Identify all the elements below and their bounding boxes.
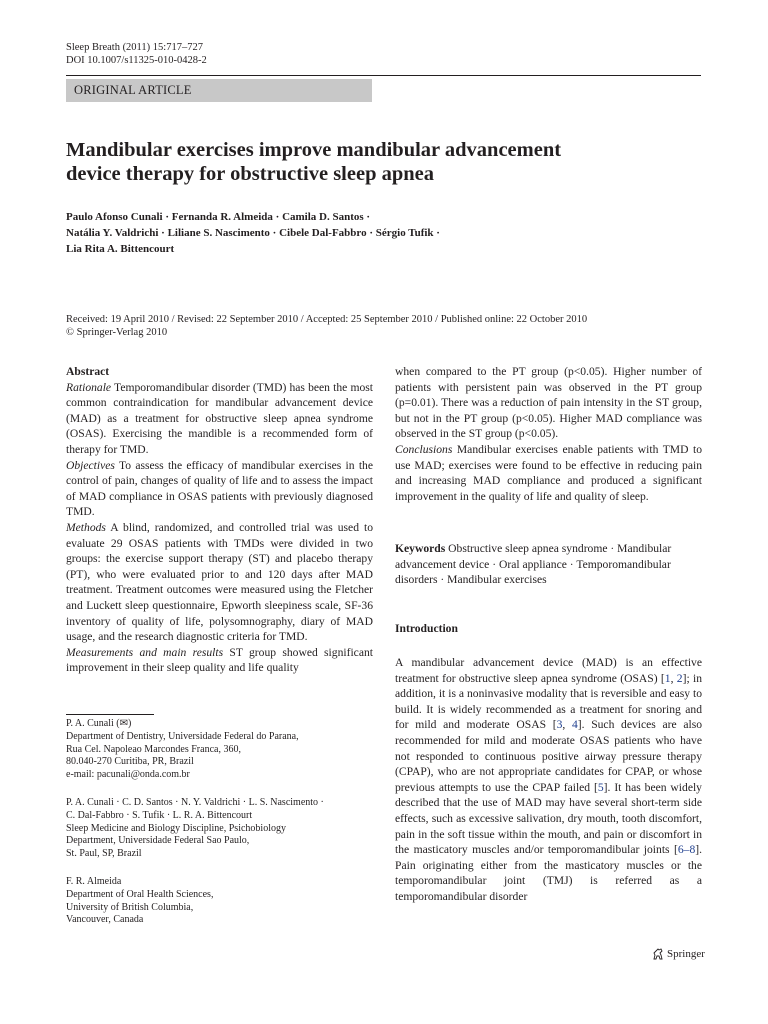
abstract-methods [66, 520, 373, 645]
methods-text: A blind, randomized, and controlled trial was used to evaluate 29 OSAS patients with TMDs were divided in two groups: the exercise support therapy (ST) and placebo therapy (PT), who were evaluated prior to and 120 days after MAD treatment. Treatment outcomes were measured using the Fletcher and Luckett sleep questionnaire, Epworth sleepiness scale, SF-36 inventory of quality of life, polysomnography, diary of MAD usage, and the research diagnostic criteria for TMD. [66, 520, 373, 644]
results-text: ST group showed significant improvement in their sleep quality and life quality [66, 645, 373, 675]
journal-info [66, 41, 366, 67]
affil-line: 80.040-270 Curitiba, PR, Brazil [66, 756, 194, 768]
affil-line: Rua Cel. Napoleao Marcondes Franca, 360, [66, 743, 241, 755]
journal-citation: Sleep Breath (2011) 15:717–727 [66, 42, 203, 53]
abstract-conclusions [395, 442, 702, 504]
citation-link[interactable]: 3 [556, 718, 563, 732]
affil-line: Department of Oral Health Sciences, [66, 888, 214, 900]
citation-link[interactable]: 1 [664, 671, 671, 685]
objectives-text: To assess the efficacy of mandibular exercises in the control of pain, changes of quality of life and to assess the impact of MAD compliance in OSAS patients with previously diagnosed TMD. [66, 458, 373, 519]
abstract-results [66, 645, 373, 676]
email-link[interactable]: e-mail: pacunali@onda.com.br [66, 769, 190, 781]
affil-line: P. A. Cunali (✉) [66, 718, 132, 729]
intro-text: A mandibular advancement device (MAD) is an effective treatment for obstructive sleep apnea syndrome (OSAS) [ [395, 656, 702, 685]
intro-text: ]. Pain originating either from the masticatory muscles or the temporomandibular joint (TMJ) is referred as a temporomandibular disorder [395, 843, 702, 903]
title-line-2: device therapy for obstructive sleep apnea [66, 163, 434, 185]
objectives-label: Objectives [66, 458, 115, 472]
affil-line: F. R. Almeida [66, 876, 122, 887]
affil-line: Vancouver, Canada [66, 914, 144, 926]
abstract-left-column [66, 364, 373, 676]
affiliation-3 [66, 876, 366, 927]
affil-line: Sleep Medicine and Biology Discipline, Psichobiology [66, 822, 286, 834]
intro-text: ]. Such devices are also recommended for mild and moderate OSAS patients who have not responded to continuous positive airway pressure therapy (CPAP), who are not appropriate candidates for CPAP, or whose previous attempts to use the CPAP failed [ [395, 718, 703, 794]
article-type-banner: ORIGINAL ARTICLE [66, 79, 372, 102]
affil-line: P. A. Cunali · C. D. Santos · N. Y. Valdrichi · L. S. Nascimento · [66, 797, 324, 808]
citation-link[interactable]: 2 [676, 671, 683, 685]
results-label: Measurements and main results [66, 645, 224, 659]
title-line-1: Mandibular exercises improve mandibular advancement [66, 139, 562, 161]
affiliation-1 [66, 718, 366, 782]
intro-text: ]. It has been widely described that the use of MAD may have several short-term side effects, such as excessive salivation, dry mouth, tooth discomfort, pain in the soft tissue within the mouth, and pain or discomfort in the masticatory muscles and/or temporomandibular joints [ [395, 780, 702, 857]
affil-line: University of British Columbia, [66, 901, 194, 913]
publisher-name: Springer [667, 948, 705, 960]
methods-label: Methods [66, 520, 106, 534]
authors-line-3[interactable]: Lia Rita A. Bittencourt [66, 243, 175, 255]
affil-line: Department of Dentistry, Universidade Federal do Parana, [66, 730, 299, 742]
affil-line: C. Dal-Fabbro · S. Tufik · L. R. A. Bittencourt [66, 809, 253, 821]
abstract-heading: Abstract [66, 365, 110, 378]
article-title [66, 138, 686, 186]
intro-text: ]; in addition, it is a noninvasive modality that is reversible and easy to build. It is widely recommended as a treatment for snoring and for mild and moderate OSAS [ [395, 671, 703, 732]
introduction-paragraph [395, 655, 702, 905]
publication-dates [66, 313, 706, 339]
conclusions-label: Conclusions [395, 442, 453, 456]
publisher-logo [652, 948, 705, 960]
citation-link[interactable]: 6–8 [677, 843, 696, 857]
doi[interactable]: DOI 10.1007/s11325-010-0428-2 [66, 55, 207, 66]
rationale-text: Temporomandibular disorder (TMD) has been the most common contraindication for mandibular advancement device (MAD) as a treatment for obstructive sleep apnea syndrome (OSAS). Exercising the mandible is a recommended form of therapy for TMD. [66, 380, 373, 456]
intro-text: , [670, 671, 677, 685]
abstract-rationale [66, 380, 373, 458]
affil-line: St. Paul, SP, Brazil [66, 848, 142, 860]
keywords [395, 541, 702, 588]
citation-link[interactable]: 4 [571, 718, 578, 732]
abstract-right-column [395, 364, 702, 504]
abstract-results-continued: when compared to the PT group (p<0.05). Higher number of patients with persistent pain was observed in the PT group (p=0.01). There was a reduction of pain intensity in the ST group, but not in the PT group (p<0.05). Higher MAD compliance was observed in the ST group (p<0.05). [395, 365, 702, 441]
authors-line-1[interactable]: Paulo Afonso Cunali · Fernanda R. Almeida · Camila D. Santos · [66, 211, 371, 223]
history-dates: Received: 19 April 2010 / Revised: 22 September 2010 / Accepted: 25 September 2010 / Published online: 22 October 2010 [66, 314, 588, 325]
footnote-rule [66, 714, 154, 715]
author-list [66, 209, 626, 257]
affiliation-2 [66, 797, 366, 861]
rationale-label: Rationale [66, 380, 112, 394]
conclusions-text: Mandibular exercises enable patients with TMD to use MAD; exercises were found to be effective in reducing pain and increasing MAD compliance and produced a significant improvement in the quality of life and quality of sleep. [395, 442, 702, 503]
introduction-heading: Introduction [395, 622, 458, 635]
introduction-body [395, 655, 702, 905]
copyright: © Springer-Verlag 2010 [66, 327, 168, 338]
keywords-text: Obstructive sleep apnea syndrome · Mandibular advancement device · Oral appliance · Temporomandibular disorders · Mandibular exercises [395, 542, 672, 587]
affil-line: Department, Universidade Federal Sao Paulo, [66, 835, 250, 847]
springer-horse-icon [652, 948, 664, 960]
intro-text: , [562, 718, 572, 732]
header-rule [66, 75, 701, 76]
authors-line-2[interactable]: Natália Y. Valdrichi · Liliane S. Nascimento · Cibele Dal-Fabbro · Sérgio Tufik · [66, 227, 440, 239]
abstract-objectives [66, 458, 373, 520]
citation-link[interactable]: 5 [597, 780, 604, 794]
keywords-label: Keywords [395, 542, 446, 555]
